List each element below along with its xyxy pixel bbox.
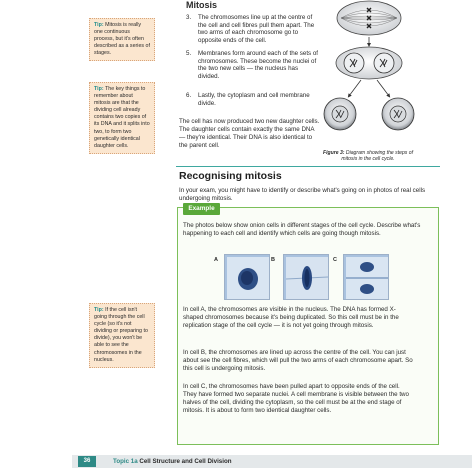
tip-text: The key things to remember about mitosis are that the dividing cell already contains two copies of its DNA and it splits into two, to form two genetically identical daughter cells. (94, 86, 150, 149)
dividing-cell (336, 47, 402, 79)
figure-label: Figure 3: (322, 150, 345, 156)
tip-label: Tip: (94, 86, 104, 92)
step-number: 5. (186, 50, 192, 57)
tip-text: Mitosis is really one continuous process, but it's often described as a series of stages. (94, 22, 150, 57)
example-paragraph-c: In cell C, the chromosomes have been pulled apart to opposite ends of the cell. They have formed two separate nuclei. A cell membrane is visible between the two halves of the cell, dividing the cytoplasm, so the cell must be at the end stage of mitosis. It is about to form two identical daughter cells. (183, 383, 409, 414)
daughter-cell-right (382, 98, 414, 130)
step-text: Membranes form around each of the sets of chromosomes. These become the nuclei of the two new cells — the nucleus has divided. (198, 50, 319, 81)
tip-label: Tip: (94, 307, 104, 313)
photo-label-b: B (271, 257, 275, 263)
tip-box-1 (89, 18, 155, 61)
daughter-cell-left (324, 98, 356, 130)
topic-number: Topic 1a (113, 458, 138, 465)
step-number: 3. (186, 14, 192, 21)
mitosis-diagram (319, 0, 419, 158)
footer-topic (113, 457, 232, 466)
figure-caption-text: Diagram showing the steps of mitosis in the cell cycle. (341, 150, 414, 163)
figure-caption (322, 150, 414, 163)
photo-label-c: C (333, 257, 337, 263)
onion-cell-photo-b (283, 254, 329, 300)
example-paragraph-a: In cell A, the chromosomes are visible in the nucleus. The DNA has formed X-shaped chromosomes because it's being duplicated. So this cell must be in the replication stage of the cell cycle — it is not yet going through mitosis. (183, 306, 399, 329)
tip-label: Tip: (94, 22, 104, 28)
tip-box-2 (89, 82, 155, 154)
section-heading-mitosis: Mitosis (186, 0, 218, 10)
tip-box-3 (89, 303, 155, 368)
topic-title: Cell Structure and Cell Division (139, 458, 232, 465)
step-text: The chromosomes line up at the centre of the cell and cell fibres pull them apart. The two arms of each chromosome go to opposite ends of the cell. (198, 14, 315, 45)
page-number: 36 (78, 456, 96, 467)
step-5 (186, 50, 321, 81)
photo-label-a: A (214, 257, 218, 263)
example-paragraph-b: In cell B, the chromosomes are lined up across the centre of the cell. You can just about see the cell fibres, which will pull the two arms of each chromosome apart. So this cell is undergoing mitosis. (183, 349, 413, 372)
example-tab: Example (183, 203, 220, 215)
step-6 (186, 92, 321, 107)
step-3 (186, 14, 321, 45)
step-text: Lastly, the cytoplasm and cell membrane divide. (198, 92, 310, 107)
tip-text: If the cell isn't going through the cell cycle (so it's not dividing or preparing to divide), you won't be able to see the chromosomes in the nucleus. (94, 307, 148, 363)
section-heading-recognising: Recognising mitosis (179, 170, 282, 182)
intro-paragraph: In your exam, you might have to identify or describe what's going on in photos of real cells undergoing mitosis. (179, 187, 426, 202)
step-number: 6. (186, 92, 192, 99)
section-divider (176, 166, 440, 167)
summary-paragraph: The cell has now produced two new daughter cells. The daughter cells contain exactly the same DNA — they're identical. Their DNA is also identical to the parent cell. (179, 118, 320, 149)
onion-cell-photo-a (224, 254, 270, 300)
example-intro: The photos below show onion cells in different stages of the cell cycle. Describe what's happening to each cell and identify which cells are going though mitosis. (183, 222, 421, 237)
onion-cell-photo-c (343, 254, 389, 300)
spindle-cell (337, 1, 401, 35)
